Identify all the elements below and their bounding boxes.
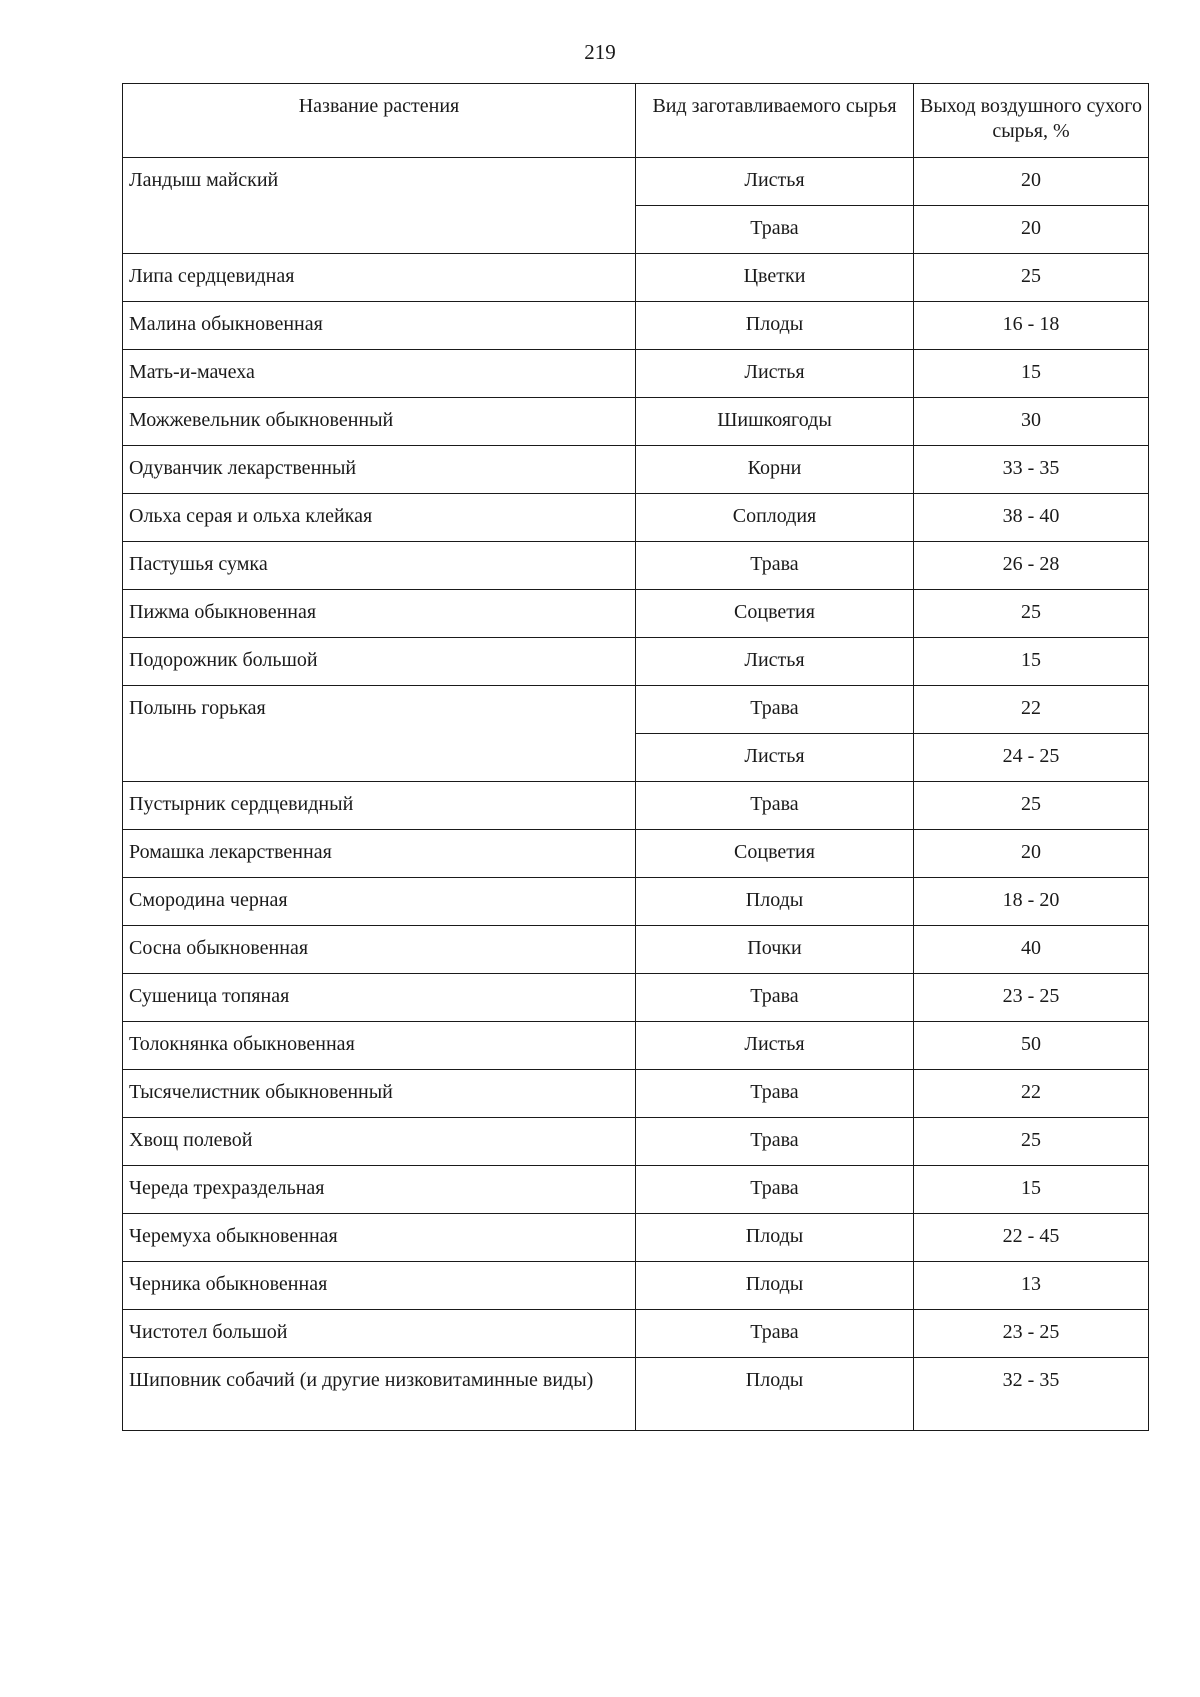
plant-name-cell: Череда трехраздельная xyxy=(123,1166,636,1214)
table-row xyxy=(123,1166,1149,1214)
plant-name-cell: Полынь горькая xyxy=(123,686,636,782)
table-row xyxy=(123,1358,1149,1431)
raw-material-type-cell: Трава xyxy=(636,1166,914,1214)
dry-yield-cell: 15 xyxy=(914,1166,1149,1214)
dry-yield-cell: 25 xyxy=(914,254,1149,302)
plant-name-cell: Смородина черная xyxy=(123,878,636,926)
dry-yield-cell: 25 xyxy=(914,1118,1149,1166)
plant-name-cell: Сосна обыкновенная xyxy=(123,926,636,974)
raw-material-type-cell: Цветки xyxy=(636,254,914,302)
raw-material-type-cell: Листья xyxy=(636,1022,914,1070)
raw-material-type-cell: Листья xyxy=(636,350,914,398)
dry-yield-cell: 25 xyxy=(914,782,1149,830)
table-row xyxy=(123,1070,1149,1118)
header-plant-name: Название растения xyxy=(123,84,636,158)
dry-yield-cell: 20 xyxy=(914,158,1149,206)
dry-yield-cell: 40 xyxy=(914,926,1149,974)
plant-name-cell: Можжевельник обыкновенный xyxy=(123,398,636,446)
dry-yield-cell: 25 xyxy=(914,590,1149,638)
plant-name-cell: Шиповник собачий (и другие низковитаминные виды) xyxy=(123,1358,636,1431)
plant-name-cell: Черемуха обыкновенная xyxy=(123,1214,636,1262)
table-row xyxy=(123,974,1149,1022)
table-body xyxy=(123,158,1149,1431)
table-row xyxy=(123,302,1149,350)
table-row xyxy=(123,1310,1149,1358)
plant-name-cell: Липа сердцевидная xyxy=(123,254,636,302)
raw-material-type-cell: Корни xyxy=(636,446,914,494)
plant-name-cell: Ромашка лекарственная xyxy=(123,830,636,878)
raw-material-type-cell: Плоды xyxy=(636,878,914,926)
raw-material-type-cell: Плоды xyxy=(636,1262,914,1310)
table-row xyxy=(123,1022,1149,1070)
raw-material-type-cell: Трава xyxy=(636,782,914,830)
plant-name-cell: Пижма обыкновенная xyxy=(123,590,636,638)
dry-yield-cell: 32 - 35 xyxy=(914,1358,1149,1431)
table-row xyxy=(123,254,1149,302)
plant-name-cell: Пастушья сумка xyxy=(123,542,636,590)
dry-yield-cell: 30 xyxy=(914,398,1149,446)
plant-name-cell: Одуванчик лекарственный xyxy=(123,446,636,494)
table-row xyxy=(123,542,1149,590)
header-row xyxy=(123,84,1149,158)
dry-yield-cell: 23 - 25 xyxy=(914,974,1149,1022)
raw-material-type-cell: Трава xyxy=(636,1118,914,1166)
dry-yield-cell: 38 - 40 xyxy=(914,494,1149,542)
header-raw-material-type: Вид заготавливаемого сырья xyxy=(636,84,914,158)
plant-name-cell: Ландыш майский xyxy=(123,158,636,254)
page-number: 219 xyxy=(584,40,616,64)
table-row xyxy=(123,1262,1149,1310)
table-row xyxy=(123,446,1149,494)
dry-yield-cell: 15 xyxy=(914,638,1149,686)
table-row xyxy=(123,158,1149,206)
table-row xyxy=(123,590,1149,638)
table-row xyxy=(123,1118,1149,1166)
raw-material-type-cell: Плоды xyxy=(636,1214,914,1262)
dry-yield-cell: 50 xyxy=(914,1022,1149,1070)
plant-name-cell: Пустырник сердцевидный xyxy=(123,782,636,830)
dry-yield-cell: 16 - 18 xyxy=(914,302,1149,350)
table-row xyxy=(123,878,1149,926)
raw-material-type-cell: Трава xyxy=(636,1310,914,1358)
dry-yield-cell: 20 xyxy=(914,206,1149,254)
table-row xyxy=(123,350,1149,398)
plant-name-cell: Тысячелистник обыкновенный xyxy=(123,1070,636,1118)
dry-yield-cell: 18 - 20 xyxy=(914,878,1149,926)
raw-material-type-cell: Трава xyxy=(636,974,914,1022)
table-row xyxy=(123,830,1149,878)
plant-name-cell: Подорожник большой xyxy=(123,638,636,686)
raw-material-type-cell: Соплодия xyxy=(636,494,914,542)
dry-yield-cell: 23 - 25 xyxy=(914,1310,1149,1358)
plant-name-cell: Чистотел большой xyxy=(123,1310,636,1358)
dry-yield-cell: 26 - 28 xyxy=(914,542,1149,590)
plant-name-cell: Хвощ полевой xyxy=(123,1118,636,1166)
raw-material-type-cell: Листья xyxy=(636,158,914,206)
table-row xyxy=(123,686,1149,734)
raw-material-type-cell: Плоды xyxy=(636,1358,914,1431)
plant-yield-table xyxy=(122,83,1149,1431)
raw-material-type-cell: Трава xyxy=(636,206,914,254)
table-row xyxy=(123,494,1149,542)
table-row xyxy=(123,926,1149,974)
dry-yield-cell: 20 xyxy=(914,830,1149,878)
table-row xyxy=(123,398,1149,446)
raw-material-type-cell: Трава xyxy=(636,542,914,590)
plant-name-cell: Толокнянка обыкновенная xyxy=(123,1022,636,1070)
dry-yield-cell: 24 - 25 xyxy=(914,734,1149,782)
raw-material-type-cell: Листья xyxy=(636,734,914,782)
table-row xyxy=(123,638,1149,686)
raw-material-type-cell: Листья xyxy=(636,638,914,686)
header-dry-yield: Выход воздушного сухого сырья, % xyxy=(914,84,1149,158)
raw-material-type-cell: Соцветия xyxy=(636,830,914,878)
raw-material-type-cell: Плоды xyxy=(636,302,914,350)
table-row xyxy=(123,782,1149,830)
plant-name-cell: Сушеница топяная xyxy=(123,974,636,1022)
dry-yield-cell: 22 xyxy=(914,1070,1149,1118)
table-header xyxy=(123,84,1149,158)
raw-material-type-cell: Почки xyxy=(636,926,914,974)
plant-name-cell: Мать-и-мачеха xyxy=(123,350,636,398)
raw-material-type-cell: Трава xyxy=(636,1070,914,1118)
raw-material-type-cell: Соцветия xyxy=(636,590,914,638)
plant-name-cell: Ольха серая и ольха клейкая xyxy=(123,494,636,542)
table-row xyxy=(123,1214,1149,1262)
dry-yield-cell: 22 xyxy=(914,686,1149,734)
dry-yield-cell: 33 - 35 xyxy=(914,446,1149,494)
dry-yield-cell: 13 xyxy=(914,1262,1149,1310)
dry-yield-cell: 22 - 45 xyxy=(914,1214,1149,1262)
dry-yield-cell: 15 xyxy=(914,350,1149,398)
raw-material-type-cell: Шишкоягоды xyxy=(636,398,914,446)
plant-name-cell: Черника обыкновенная xyxy=(123,1262,636,1310)
raw-material-type-cell: Трава xyxy=(636,686,914,734)
plant-name-cell: Малина обыкновенная xyxy=(123,302,636,350)
